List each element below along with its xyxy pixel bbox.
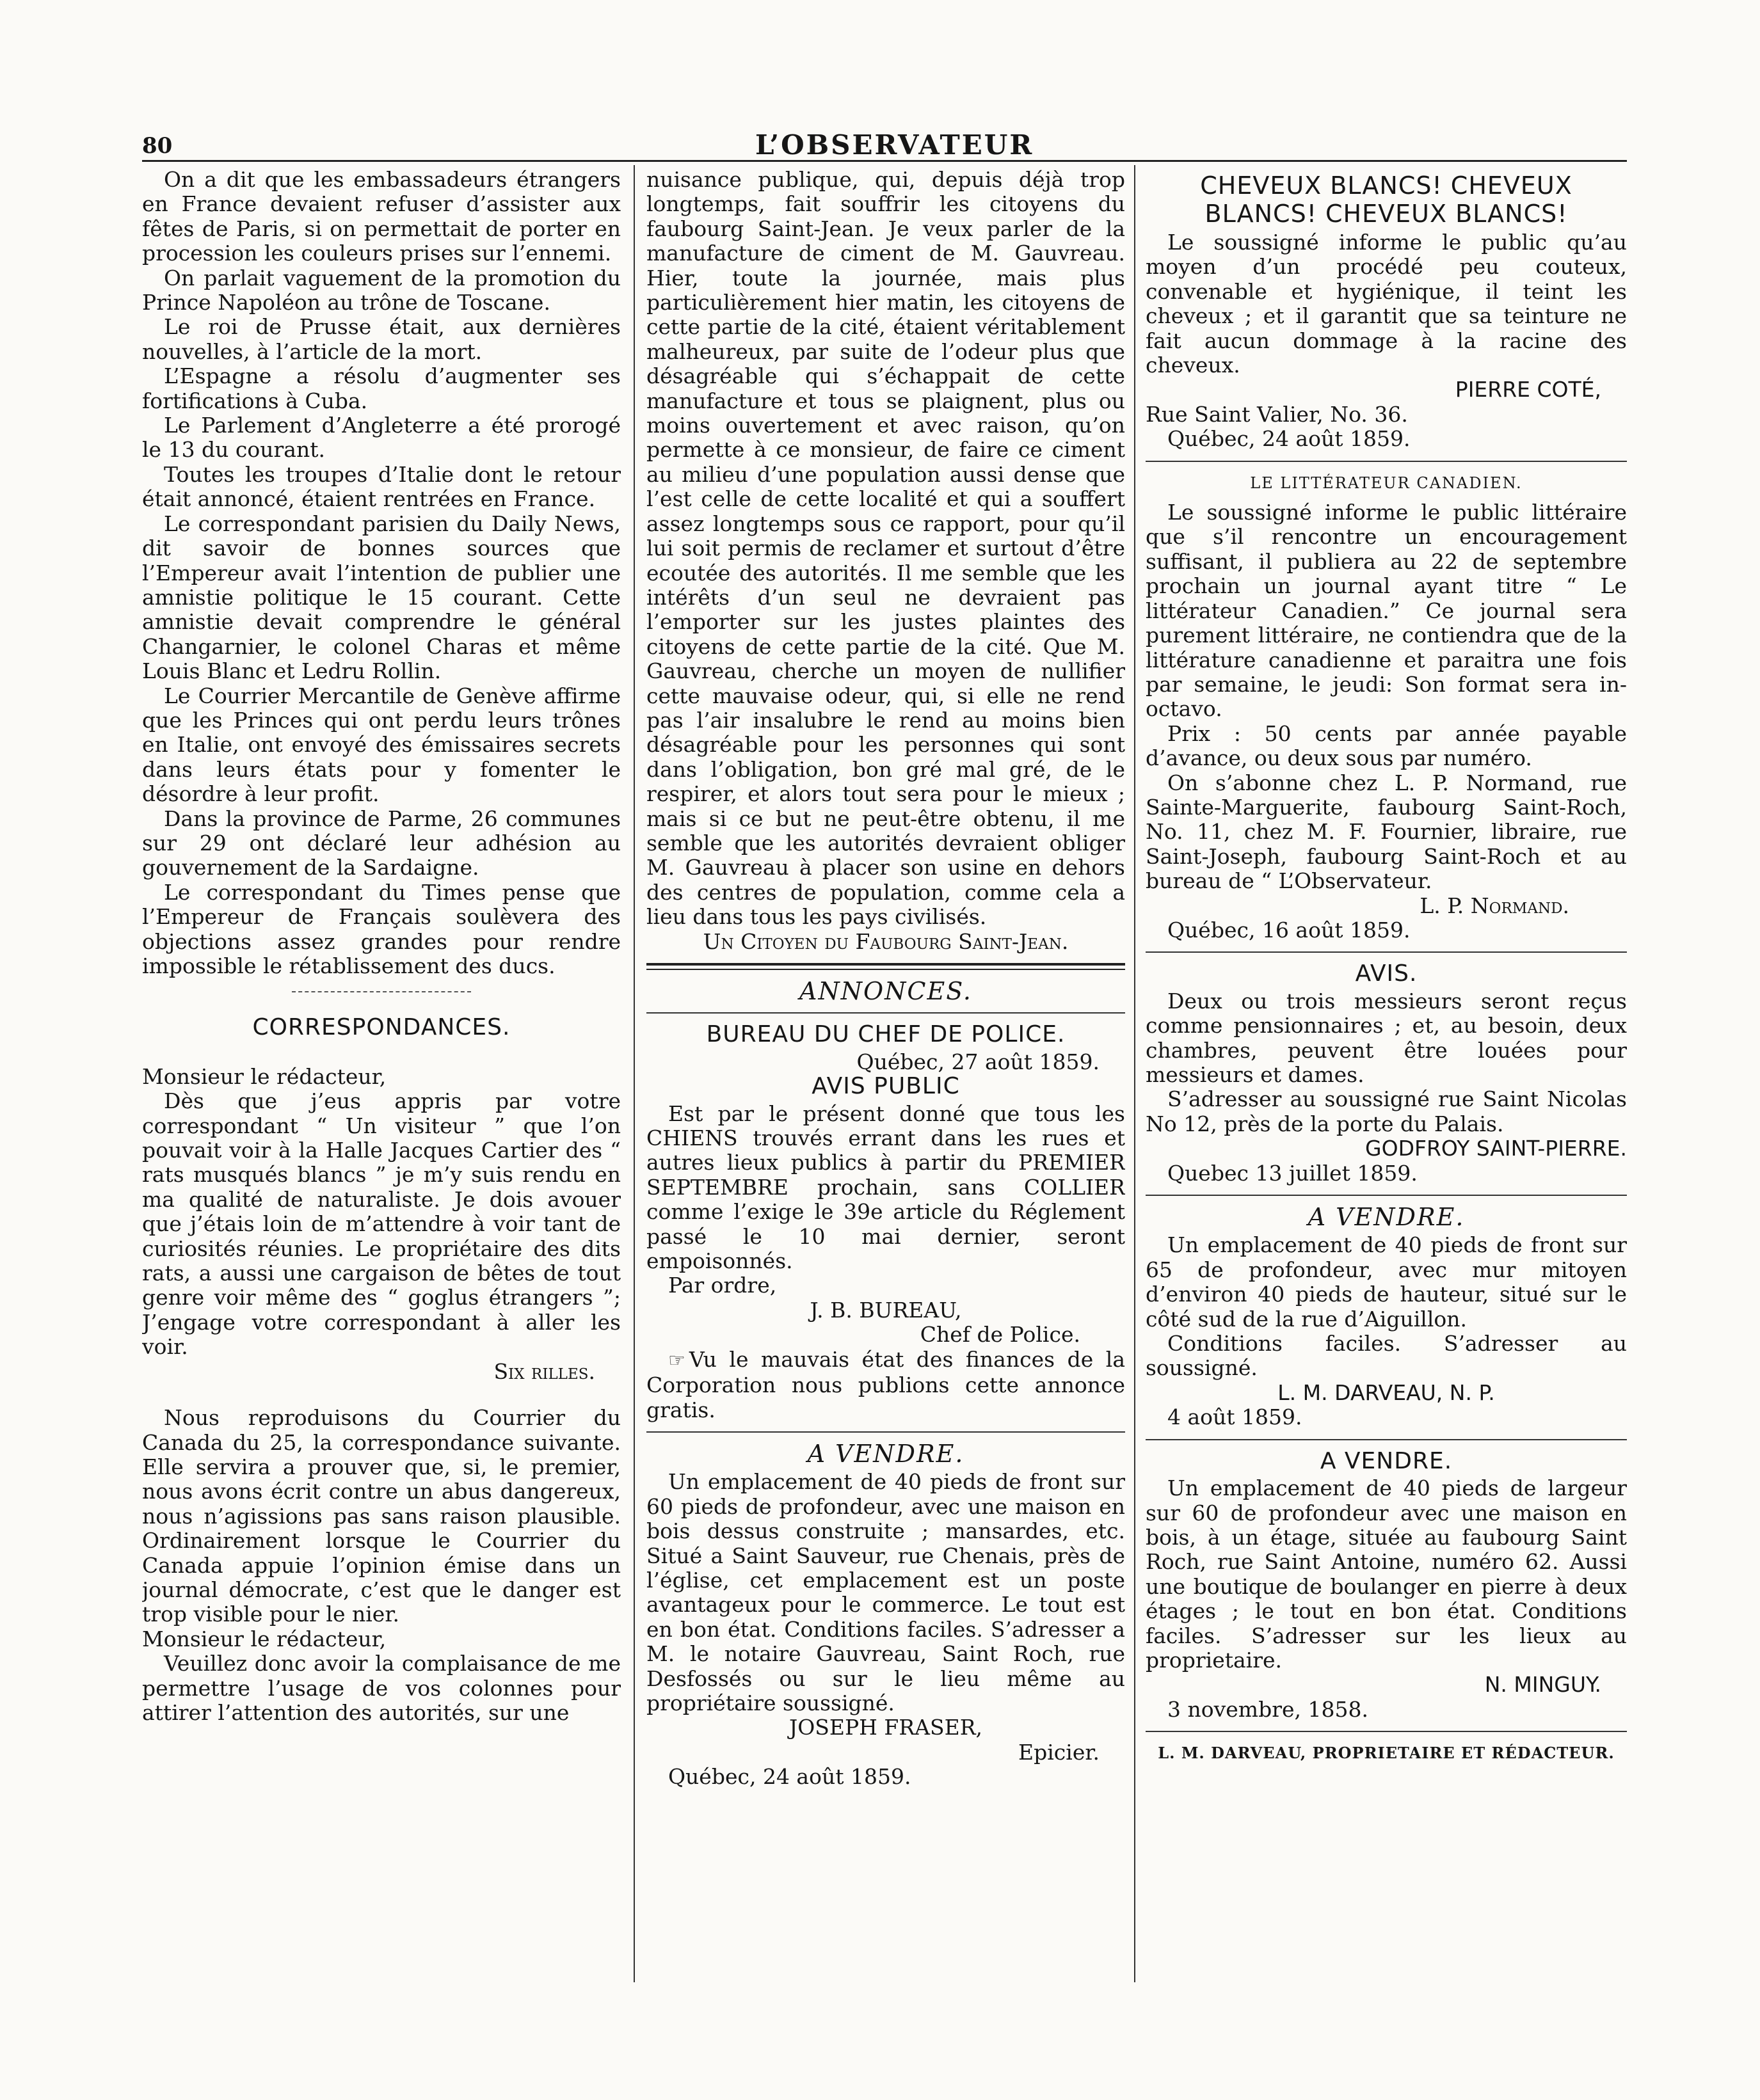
column-1	[142, 168, 621, 2036]
letter-body: Dès que j’eus appris par votre correspondant “ Un visiteur ” que l’on pouvait voir à la Halle Jacques Cartier des “ rats musqués blancs ” je m’y suis rendu en ma qualité de naturaliste. Je dois avouer que j’étais loin de m’attendre à voir tant de curiosités réunies. Le propriétaire des dits rats, a aussi une cargaison de bêtes de tout genre voir même des “ goglus étrangers ”; J’engage votre correspondant à aller les voir.	[142, 1088, 621, 1360]
ad-note: ☞ Vu le mauvais état des finances de la Corporation nous publions cette annonce gratis.	[646, 1346, 1125, 1422]
ad-line: Par ordre,	[668, 1273, 777, 1298]
news-item: Toutes les troupes d’Italie dont le retour était annoncé, étaient rentrées en France.	[142, 461, 621, 512]
news-item: On parlait vaguement de la promotion du Prince Napoléon au trône de Toscane.	[142, 265, 621, 315]
ad-signer: J. B. BUREAU,	[810, 1297, 962, 1323]
ad-signer: L. M. DARVEAU, N. P.	[1277, 1380, 1495, 1405]
ad-signer: PIERRE COTÉ,	[1455, 377, 1601, 402]
page-number: 80	[142, 133, 173, 159]
publisher-footer: L. M. DARVEAU, PROPRIETAIRE ET RÉDACTEUR.	[1158, 1744, 1615, 1763]
section-rule	[1146, 951, 1627, 953]
annonces-heading: ANNONCES.	[799, 977, 972, 1005]
letter-salutation: Monsieur le rédacteur,	[142, 1063, 387, 1089]
correspondance-heading: CORRESPONDANCES.	[252, 1014, 511, 1041]
column-divider	[634, 165, 635, 1982]
news-item: Le correspondant du Times pense que l’Empereur de Français soulèvera des objections assez grandes pour rendre impossible le rétablissement des ducs.	[142, 879, 621, 978]
ad-signer-title: Epicier.	[1018, 1739, 1100, 1765]
letter-body: Veuillez donc avoir la complaisance de me permettre l’usage de vos colonnes pour attirer l’attention des autorités, sur une	[142, 1651, 621, 1725]
section-rule	[1146, 1731, 1627, 1732]
ad-heading: A VENDRE.	[1320, 1447, 1453, 1474]
section-rule	[1146, 1195, 1627, 1196]
ad-heading: CHEVEUX BLANCS! CHEVEUX BLANCS! CHEVEUX BLANCS!	[1200, 171, 1572, 228]
ad-signer-title: Chef de Police.	[920, 1322, 1080, 1348]
news-item: Le Courrier Mercantile de Genève affirme que les Princes qui ont perdu leurs trônes en Italie, ont envoyé des émissaires secrets dans leurs états pour y fomenter le désordre à leur profit.	[142, 683, 621, 807]
header-rule	[142, 160, 1627, 162]
letter-salutation: Monsieur le rédacteur,	[142, 1626, 387, 1651]
newspaper-title: L’OBSERVATEUR	[755, 129, 1034, 161]
ad-signer: JOSEPH FRASER,	[788, 1715, 983, 1740]
section-rule	[646, 1431, 1125, 1433]
ad-body: Un emplacement de 40 pieds de largeur sur 60 de profondeur avec une maison en bois, à un étage, située au faubourg Saint Roch, rue Saint Antoine, numéro 62. Aussi une boutique de boulanger en pierre à deux étages ; le tout en bon état. Conditions faciles. S’adresser sur les lieux au proprietaire.	[1146, 1476, 1627, 1673]
section-rule	[646, 1012, 1125, 1014]
ad-date: 4 août 1859.	[1167, 1404, 1302, 1430]
ad-heading: A VENDRE.	[1308, 1203, 1465, 1232]
ad-date: Quebec 13 juillet 1859.	[1167, 1160, 1418, 1186]
ad-date: Québec, 16 août 1859.	[1167, 917, 1411, 943]
ad-body: Est par le présent donné que tous les CHIENS trouvés errant dans les rues et autres lieux publics à partir du PREMIER SEPTEMBRE prochain, sans COLLIER comme l’exige le 39e article du Réglement passé le 10 mai dernier, seront empoisonnés.	[646, 1101, 1125, 1274]
ad-heading: A VENDRE.	[807, 1439, 964, 1468]
section-separator	[292, 991, 471, 992]
ad-signer: GODFROY SAINT-PIERRE.	[1365, 1136, 1627, 1161]
ad-date: Québec, 24 août 1859.	[668, 1764, 911, 1790]
news-item: L’Espagne a résolu d’augmenter ses fortifications à Cuba.	[142, 363, 621, 413]
column-divider	[1134, 165, 1135, 1982]
ad-date: 3 novembre, 1858.	[1167, 1696, 1368, 1722]
column-3	[1146, 168, 1627, 2036]
letter-signature: Un Citoyen du Faubourg Saint-Jean.	[703, 928, 1069, 954]
section-rule	[1146, 461, 1627, 462]
ad-subheading: AVIS PUBLIC	[812, 1073, 960, 1100]
section-rule	[646, 963, 1125, 970]
ad-heading: BUREAU DU CHEF DE POLICE.	[706, 1021, 1066, 1048]
column-2	[646, 168, 1125, 2036]
ad-signer: L. P. Normand.	[1420, 893, 1569, 918]
ad-body: S’adresser au soussigné rue Saint Nicolas No 12, près de la porte du Palais.	[1146, 1086, 1627, 1136]
editorial-intro: Nous reproduisons du Courrier du Canada du 25, la correspondance suivante. Elle servira a prouver que, si, le premier, nous avons écrit contre un abus dangereux, nous n’agissions pas sans raison plausible. Ordinairement lorsque le Courrier du Canada appuie l’opinion émise dans un journal démocrate, c’est que le danger est trop visible pour le nier.	[142, 1405, 621, 1627]
letter-signature: Six rilles.	[493, 1358, 595, 1384]
ad-body: Un emplacement de 40 pieds de front sur 60 pieds de profondeur, avec une maison en bois dessus construite ; mansardes, etc. Situé a Saint Sauveur, rue Chenais, près de l’église, cet emplacement est un poste avantageux pour le commerce. Le tout est en bon état. Conditions faciles. S’adresser a M. le notaire Gauvreau, Saint Roch, rue Desfossés ou sur le lieu même au propriétaire soussigné.	[646, 1469, 1125, 1715]
ad-signer: N. MINGUY.	[1484, 1672, 1601, 1698]
ad-body: Un emplacement de 40 pieds de front sur 65 de profondeur, avec mur mitoyen d’environ 40 pieds de hauteur, situé sur le côté sud de la rue d’Aiguillon.	[1146, 1232, 1627, 1332]
news-item: Le Parlement d’Angleterre a été prorogé le 13 du courant.	[142, 413, 621, 463]
pointing-hand-icon: ☞	[668, 1349, 685, 1372]
ad-body: Prix : 50 cents par année payable d’avance, ou deux sous par numéro.	[1146, 720, 1627, 771]
ad-date: Québec, 24 août 1859.	[1167, 426, 1411, 452]
ad-date: Québec, 27 août 1859.	[856, 1049, 1100, 1074]
ad-body: On s’abonne chez L. P. Normand, rue Sainte-Marguerite, faubourg Saint-Roch, No. 11, chez M. F. Fournier, libraire, rue Saint-Joseph, faubourg Saint-Roch et au bureau de “ L’Observateur.	[1146, 770, 1627, 894]
ad-body: Conditions faciles. S’adresser au soussigné.	[1146, 1331, 1627, 1381]
ad-body: Deux ou trois messieurs seront reçus comme pensionnaires ; et, au besoin, deux chambres, peuvent être louées pour messieurs et dames.	[1146, 988, 1627, 1087]
news-item: Dans la province de Parme, 26 communes sur 29 ont déclaré leur adhésion au gouvernement de la Sardaigne.	[142, 806, 621, 880]
ad-address: Rue Saint Valier, No. 36.	[1146, 401, 1408, 427]
ad-heading: LE LITTÉRATEUR CANADIEN.	[1250, 473, 1523, 492]
news-item: On a dit que les embassadeurs étrangers en France devaient refuser d’assister aux fêtes de Paris, si on permettait de porter en procession les couleurs prises sur l’ennemi.	[142, 168, 621, 266]
ad-body: Le soussigné informe le public littéraire que s’il rencontre un encouragement suffisant, il publiera au 22 de septembre prochain un journal ayant titre “ Le littérateur Canadien.” Ce journal sera purement littéraire, ne contiendra que de la littérature canadienne et paraitra une fois par semaine, le jeudi: Son format sera in-octavo.	[1146, 500, 1627, 722]
section-rule	[1146, 1439, 1627, 1440]
news-item: Le roi de Prusse était, aux dernières nouvelles, à l’article de la mort.	[142, 314, 621, 364]
ad-heading: AVIS.	[1355, 960, 1418, 987]
news-item: Le correspondant parisien du Daily News, dit savoir de bonnes sources que l’Empereur avait l’intention de publier une amnistie politique le 15 courant. Cette amnistie devait comprendre le général Changarnier, le colonel Charas et même Louis Blanc et Ledru Rollin.	[142, 511, 621, 684]
ad-body: Le soussigné informe le public qu’au moyen d’un procédé peu couteux, convenable et hygiénique, il teint les cheveux ; et il garantit que sa teinture ne fait aucun dommage à la racine des cheveux.	[1146, 230, 1627, 378]
letter-body: nuisance publique, qui, depuis déjà trop longtemps, fait souffrir les citoyens du faubourg Saint-Jean. Je veux parler de la manufacture de ciment de M. Gauvreau. Hier, toute la journée, mais plus particulièrement hier matin, les citoyens de cette partie de la cité, étaient véritablement malheureux, par suite de l’odeur plus que désagréable qui s’échappait de cette manufacture et tous se plaignent, plus ou moins ouvertement et avec raison, qu’on permette à ce monsieur, de faire ce ciment au milieu d’une population aussi dense que l’est celle de cette localité et qui a souffert assez longtemps sous ce rapport, pour qu’il lui soit permis de reclamer et surtout d’être ecoutée des autorités. Il me semble que les intérêts d’un seul ne devraient pas l’emporter sur les justes plaintes des citoyens de cette partie de la cité. Que M. Gauvreau, cherche un moyen de nullifier cette mauvaise odeur, qui, si elle ne rend pas l’air insalubre le rend au moins bien désagréable pour les personnes qui sont dans l’obligation, bon gré mal gré, de le respirer, et alors tout sera pour le mieux ; mais si ce but ne peut-être obtenu, il me semble que les autorités devraient obliger M. Gauvreau à placer son usine en dehors des centres de population, comme cela a lieu dans tous les pays civilisés.	[646, 168, 1125, 930]
